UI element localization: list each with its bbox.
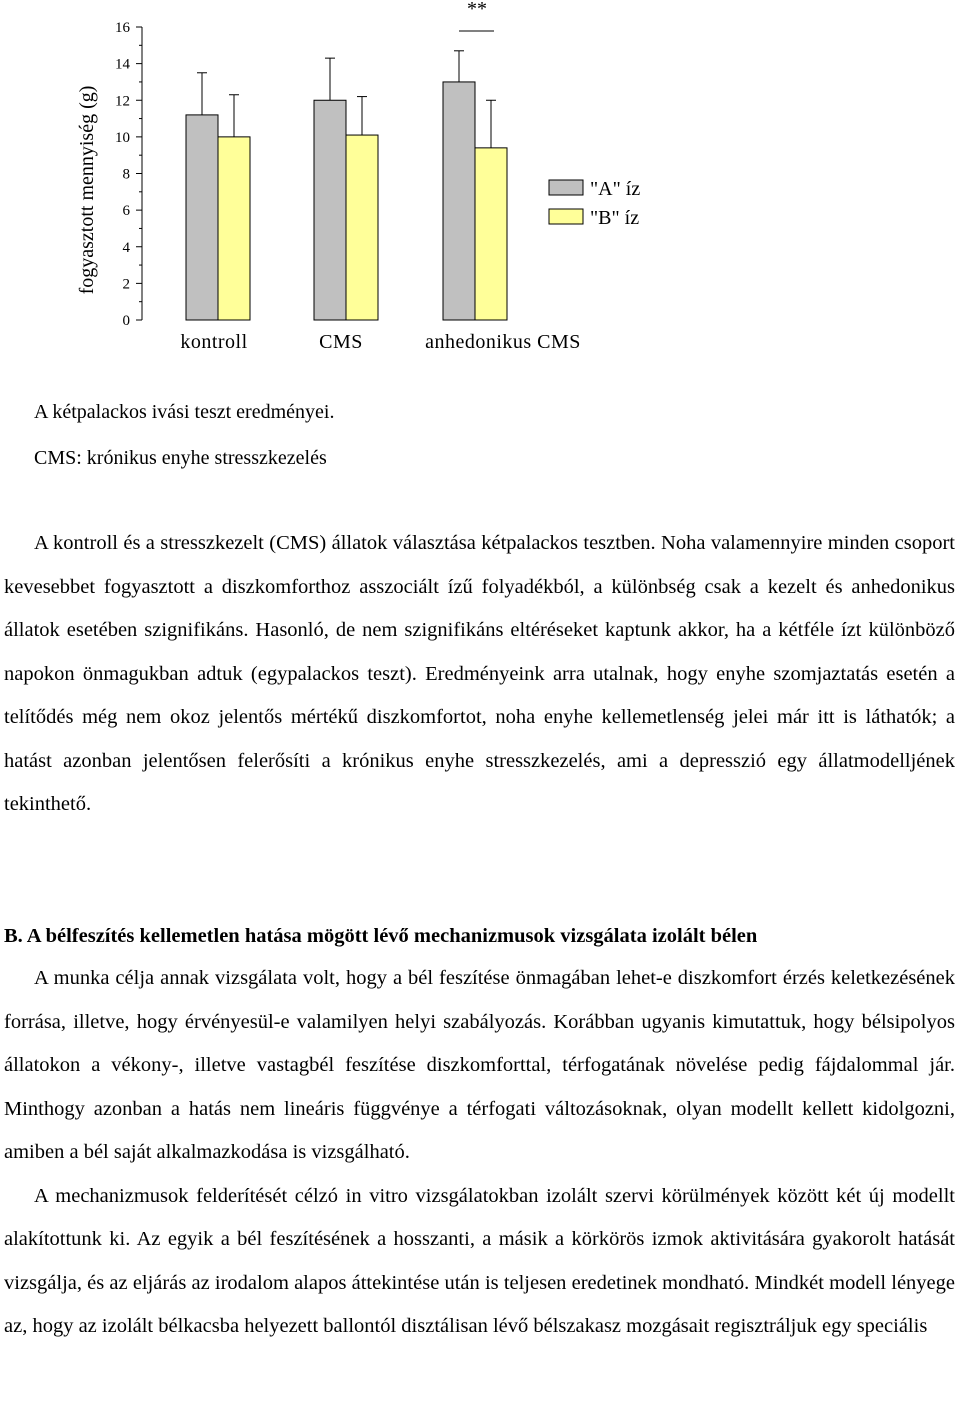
bars <box>186 51 507 320</box>
bar-b <box>346 135 378 320</box>
significance-marker <box>459 0 494 31</box>
y-tick-label: 2 <box>122 276 130 293</box>
y-tick-label: 10 <box>115 129 130 146</box>
legend-label: "A" íz <box>590 178 641 200</box>
legend-swatch <box>549 209 583 224</box>
bar-chart <box>0 0 700 370</box>
y-tick-label: 6 <box>122 203 130 220</box>
x-axis-labels <box>180 331 581 353</box>
y-tick-label: 12 <box>115 93 130 110</box>
paragraph-results-text: A kontroll és a stresszkezelt (CMS) állatok választása kétpalackos tesztben. Noha valamennyire minden csoport kevesebbet fogyasztott a diszkomforthoz asszociált ízű folyadékból, a különbség csak a kezelt és anhedonikus állatok esetében szignifikáns. Hasonló, de nem szignifikáns eltéréseket kaptunk akkor, ha a kétféle ízt különböző napokon önmagukban adtuk (egypalackos teszt). Eredményeink arra utalnak, hogy enyhe szomjaztatás esetén a telítődés még nem okoz jelentős mértékű diszkomfortot, noha enyhe kellemetlenség jelei már itt is láthatók; a hatást azonban jelentősen felerősíti a krónikus enyhe stresszkezelés, ami a depresszió egy állatmodelljének tekinthető. <box>4 532 955 815</box>
y-tick-label: 14 <box>115 56 130 73</box>
x-tick-label: kontroll <box>180 331 248 353</box>
paragraphs-methods <box>4 957 955 1349</box>
y-tick-label: 0 <box>122 313 130 329</box>
x-tick-label: CMS <box>319 331 363 353</box>
legend <box>549 178 640 229</box>
paragraph-results <box>4 522 955 827</box>
bar-a <box>186 115 218 320</box>
figure-caption-line1: A kétpalackos ivási teszt eredményei. <box>34 401 335 423</box>
bar-a <box>443 82 475 320</box>
section-heading: B. A bélfeszítés kellemetlen hatása mögött lévő mechanizmusok vizsgálata izolált bélen <box>4 925 758 947</box>
legend-swatch <box>549 180 583 195</box>
significance-label: ** <box>467 0 487 20</box>
y-tick-label: 16 <box>115 20 130 36</box>
y-tick-label: 8 <box>122 166 130 183</box>
figure-caption-line2: CMS: krónikus enyhe stresszkezelés <box>34 447 327 469</box>
bar-a <box>314 100 346 320</box>
legend-label: "B" íz <box>590 207 640 229</box>
x-tick-label: anhedonikus CMS <box>425 331 581 353</box>
bar-b <box>218 137 250 320</box>
y-axis <box>115 20 142 329</box>
y-axis-label: fogyasztott mennyiség (g) <box>76 85 98 295</box>
paragraph-mechanisms: A mechanizmusok felderítését célzó in vitro vizsgálatokban izolált szervi körülmények között két új modellt alakítottunk ki. Az egyik a bél feszítésének a hosszanti, a másik a körkörös izmok aktivitására gyakorolt hatását vizsgálja, és az eljárás az irodalom alapos áttekintése után is teljesen eredetinek mondható. Mindkét modell lényege az, hogy az izolált bélkacsba helyezett ballontól disztálisan lévő bélszakasz mozgásait regisztráljuk egy speciális <box>4 1184 955 1337</box>
bar-b <box>475 148 507 320</box>
paragraph-aim: A munka célja annak vizsgálata volt, hogy a bél feszítése önmagában lehet-e diszkomfort érzés keletkezésének forrása, illetve, hogy érvényesül-e valamilyen helyi szabályozás. Korábban ugyanis kimutattuk, hogy bélsipolyos állatokon a vékony-, illetve vastagbél feszítése diszkomforttal, térfogatának növelése pedig fájdalommal jár. Minthogy azonban a hatás nem lineáris függvénye a térfogati változásoknak, olyan modellt kellett kidolgozni, amiben a bél saját alkalmazkodása is vizsgálható. <box>4 967 955 1163</box>
y-tick-label: 4 <box>122 239 130 256</box>
